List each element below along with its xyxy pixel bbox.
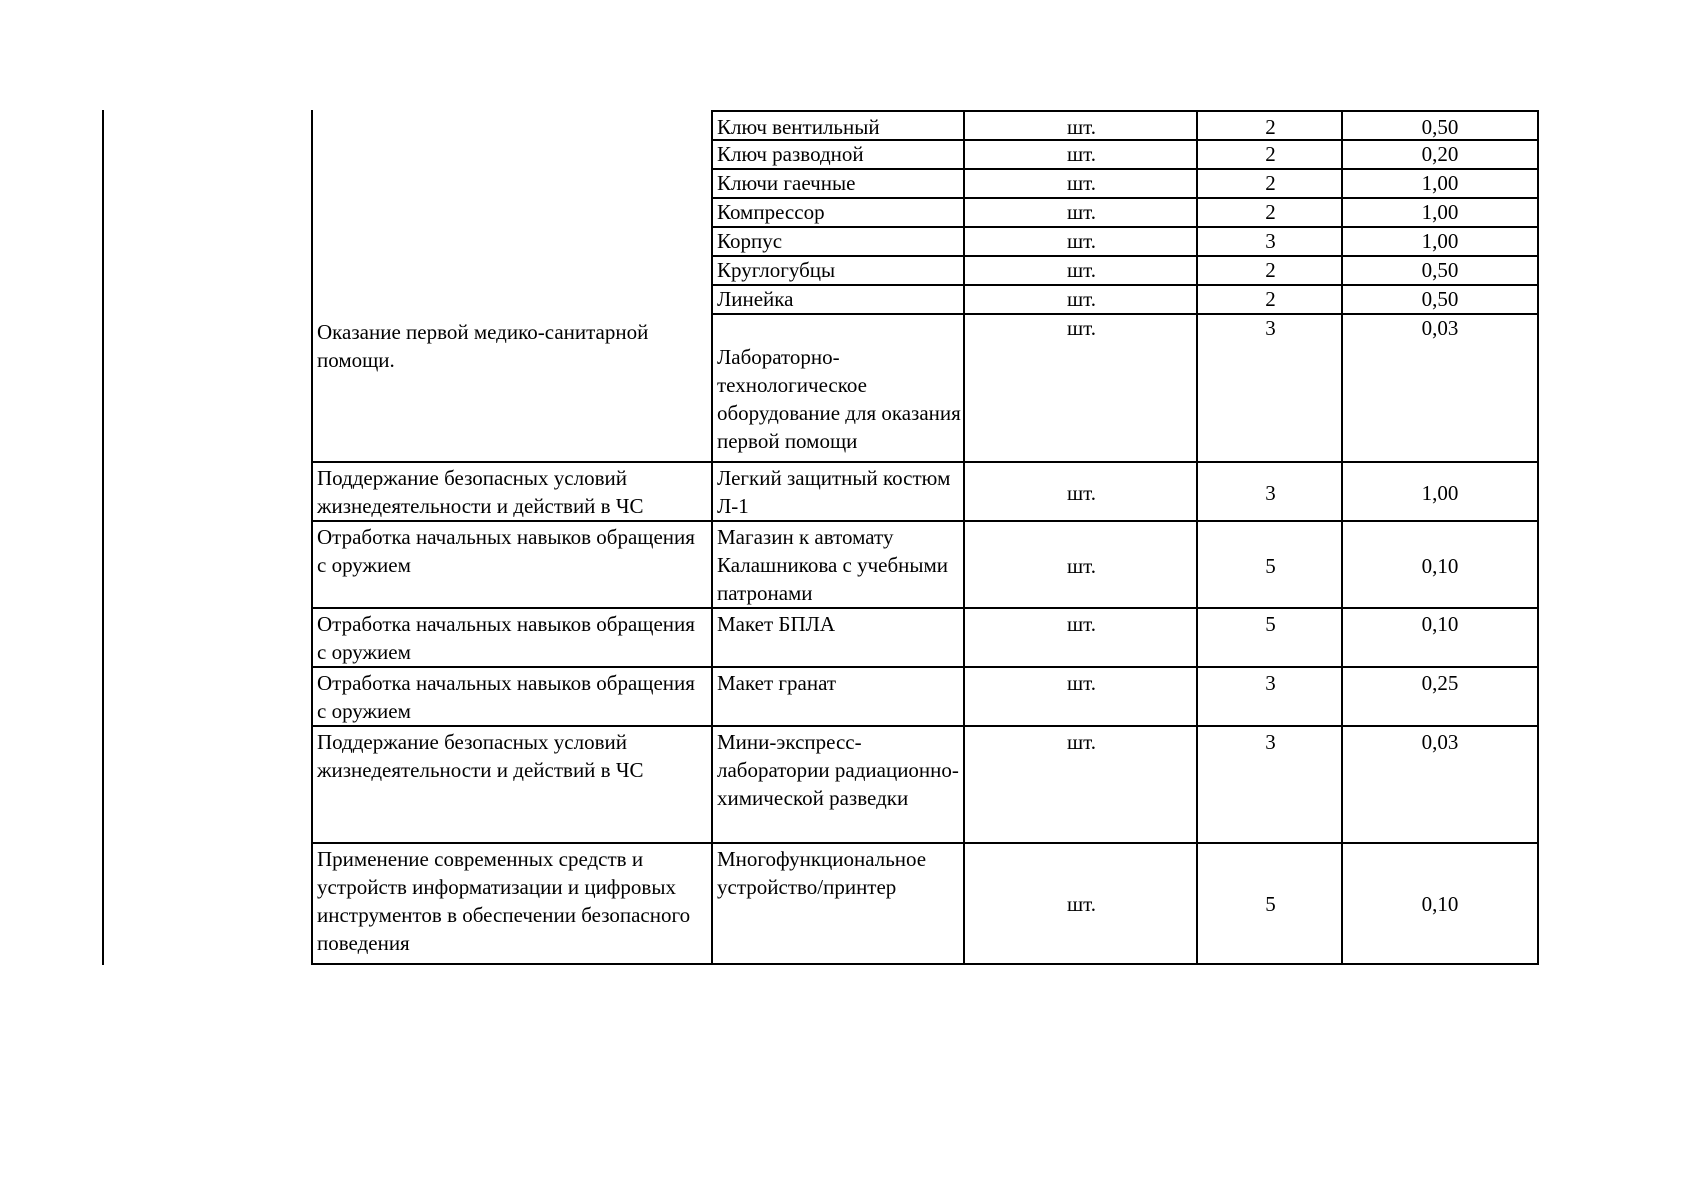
item-cell: Магазин к автомату Калашникова с учебными патронами [711,520,965,609]
purpose-cell: Применение современных средств и устройств информатизации и цифровых инструментов в обеспечении безопасного поведения [311,842,713,965]
purpose-cell: Поддержание безопасных условий жизнедеятельности и действий в ЧС [311,725,713,844]
item-cell: Круглогубцы [711,255,965,286]
qty-cell: 3 [1196,226,1343,257]
value-cell: 1,00 [1341,226,1539,257]
unit-cell: шт. [963,168,1198,199]
qty-cell: 3 [1196,313,1343,463]
item-cell: Компрессор [711,197,965,228]
item-cell: Линейка [711,284,965,315]
value-cell: 1,00 [1341,197,1539,228]
item-cell: Ключ вентильный [711,110,965,141]
value-cell: 0,20 [1341,139,1539,170]
qty-cell: 3 [1196,461,1343,522]
qty-cell: 2 [1196,139,1343,170]
qty-cell: 5 [1196,520,1343,609]
unit-cell: шт. [963,255,1198,286]
unit-cell: шт. [963,284,1198,315]
value-cell: 0,03 [1341,313,1539,463]
purpose-cell: Отработка начальных навыков обращения с оружием [311,520,713,609]
value-cell: 0,50 [1341,284,1539,315]
unit-cell: шт. [963,226,1198,257]
unit-cell: шт. [963,842,1198,965]
qty-cell: 2 [1196,197,1343,228]
qty-cell: 3 [1196,725,1343,844]
value-cell: 1,00 [1341,461,1539,522]
purpose-cell: Поддержание безопасных условий жизнедеятельности и действий в ЧС [311,461,713,522]
qty-cell: 5 [1196,842,1343,965]
unit-cell: шт. [963,139,1198,170]
qty-cell: 3 [1196,666,1343,727]
item-cell: Легкий защитный костюм Л-1 [711,461,965,522]
purpose-cell: Отработка начальных навыков обращения с оружием [311,607,713,668]
item-cell: Лабораторно-технологическое оборудование для оказания первой помощи [711,313,965,463]
unit-cell: шт. [963,110,1198,141]
item-cell: Макет БПЛА [711,607,965,668]
value-cell: 0,10 [1341,607,1539,668]
unit-cell: шт. [963,197,1198,228]
qty-cell: 2 [1196,110,1343,141]
qty-cell: 2 [1196,255,1343,286]
value-cell: 0,03 [1341,725,1539,844]
unit-cell: шт. [963,607,1198,668]
qty-cell: 2 [1196,168,1343,199]
item-cell: Многофункциональное устройство/принтер [711,842,965,965]
purpose-cell: Отработка начальных навыков обращения с оружием [311,666,713,727]
unit-cell: шт. [963,725,1198,844]
item-cell: Мини-экспресс-лаборатории радиационно-химической разведки [711,725,965,844]
unit-cell: шт. [963,461,1198,522]
group-purpose-cell: Оказание первой медико-санитарной помощи. [311,110,713,463]
value-cell: 0,10 [1341,520,1539,609]
page-left-rule [102,110,104,965]
item-cell: Макет гранат [711,666,965,727]
value-cell: 0,10 [1341,842,1539,965]
value-cell: 0,50 [1341,255,1539,286]
qty-cell: 2 [1196,284,1343,315]
value-cell: 0,25 [1341,666,1539,727]
item-cell: Ключ разводной [711,139,965,170]
qty-cell: 5 [1196,607,1343,668]
item-cell: Ключи гаечные [711,168,965,199]
item-cell: Корпус [711,226,965,257]
unit-cell: шт. [963,666,1198,727]
unit-cell: шт. [963,313,1198,463]
value-cell: 1,00 [1341,168,1539,199]
unit-cell: шт. [963,520,1198,609]
value-cell: 0,50 [1341,110,1539,141]
